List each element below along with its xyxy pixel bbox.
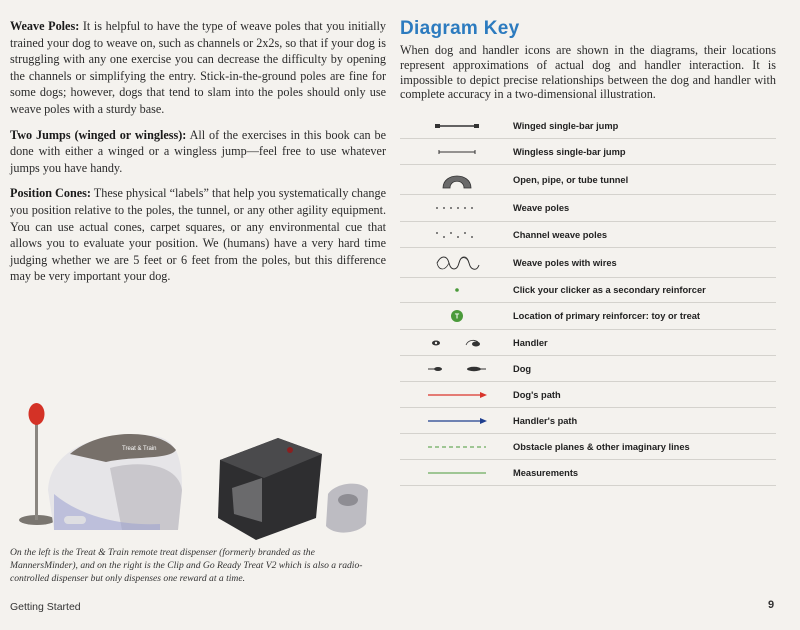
weave-wires-icon <box>427 253 487 273</box>
key-row <box>400 165 776 195</box>
footer-section-name: Getting Started <box>10 601 81 613</box>
key-row <box>400 139 776 165</box>
dog-icon <box>422 364 492 374</box>
measurement-line-icon <box>422 468 492 478</box>
key-row <box>400 222 776 248</box>
photo-caption: On the left is the Treat & Train remote treat dispenser (formerly branded as the MannersMinder), and on the right is the Clip and Go Ready Treat V2 which is also a radio-controlled dispenser but only dispenses one reward at a time. <box>10 547 363 584</box>
channel-weave-icon <box>427 229 487 241</box>
key-row <box>400 330 776 356</box>
obstacle-plane-icon <box>422 442 492 452</box>
diagram-key-table <box>400 113 776 486</box>
key-row <box>400 356 776 382</box>
key-label: Open, pipe, or tube tunnel <box>513 174 629 185</box>
winged-jump-icon <box>427 121 487 131</box>
key-row <box>400 303 776 330</box>
clip-and-go-image <box>218 438 322 540</box>
key-label: Obstacle planes & other imaginary lines <box>513 441 690 452</box>
key-row <box>400 382 776 408</box>
treat-and-train-image <box>48 434 182 530</box>
key-row <box>400 195 776 222</box>
key-row <box>400 278 776 303</box>
remote-control-image <box>326 484 368 533</box>
two-jumps-heading: Two Jumps (winged or wingless): <box>10 127 187 142</box>
key-label: Location of primary reinforcer: toy or treat <box>513 311 701 321</box>
diagram-key-title: Diagram Key <box>400 18 520 39</box>
reinforcer-letter: T <box>454 313 459 321</box>
key-label: Measurements <box>513 467 579 478</box>
tunnel-icon <box>427 168 487 192</box>
photo-brand-label: Treat & Train <box>122 446 157 452</box>
key-label: Click your clicker as a secondary reinforcer <box>513 285 706 295</box>
key-row <box>400 408 776 434</box>
left-column <box>10 18 386 294</box>
key-label: Dog <box>513 363 532 374</box>
weave-poles-icon <box>427 203 487 213</box>
weave-poles-heading: Weave Poles: <box>10 19 80 33</box>
key-label: Handler <box>513 337 548 348</box>
key-row <box>400 460 776 486</box>
right-column <box>400 18 776 102</box>
weave-poles-paragraph <box>10 18 386 118</box>
key-label: Winged single-bar jump <box>513 120 619 131</box>
key-row <box>400 434 776 460</box>
key-label: Weave poles with wires <box>513 257 617 268</box>
weave-poles-text: It is helpful to have the type of weave poles that you initially trained your dog to weave on, such as channels or 2x2s, so that if your dog is struggling with any one exercise you can decrease the difficulty by opening the channels or simplifying the entry. Stick-in-the-ground poles are fine for some dogs; however, dogs that tend to slam into the poles should only use weave poles with a sturdy base. <box>10 19 386 116</box>
handler-icon <box>422 336 492 350</box>
position-cones-heading: Position Cones: <box>10 186 91 201</box>
dog-path-icon <box>422 390 492 400</box>
two-jumps-paragraph <box>10 127 386 177</box>
key-label: Weave poles <box>513 203 570 213</box>
two-jumps-text: All of the exercises in this book can be done with either a winged or a wingless jump—feel free to use whatever jumps you have handy. <box>10 127 386 175</box>
position-cones-paragraph <box>10 185 386 285</box>
key-label: Wingless single-bar jump <box>513 146 626 157</box>
key-label: Handler's path <box>513 415 578 426</box>
target-stick-image <box>19 403 55 525</box>
key-label: Dog's path <box>513 389 561 400</box>
reinforcer-icon <box>447 308 467 324</box>
diagram-key-intro: When dog and handler icons are shown in the diagrams, their locations represent approximations of actual dog and handler interaction. It is impossible to depict precise relationships between the dog and handler with complete accuracy in a two-dimensional illustration. <box>400 43 776 102</box>
clicker-dot-icon <box>447 285 467 295</box>
handler-path-icon <box>422 416 492 426</box>
page-number: 9 <box>768 599 775 611</box>
key-row <box>400 113 776 139</box>
key-label: Channel weave poles <box>513 229 608 240</box>
treat-dispenser-photo <box>10 398 386 540</box>
key-row <box>400 248 776 278</box>
position-cones-text: These physical “labels” that help you systematically change you position relative to the poles, the tunnel, or any other agility equipment. You can use actual cones, carpet squares, or any environmental cue that allows you to evaluate your position. We (humans) have a very hard time judging whether we are 5 feet or 6 feet from the poles, but this difference may be very important your dog. <box>10 186 386 284</box>
wingless-jump-icon <box>427 147 487 157</box>
